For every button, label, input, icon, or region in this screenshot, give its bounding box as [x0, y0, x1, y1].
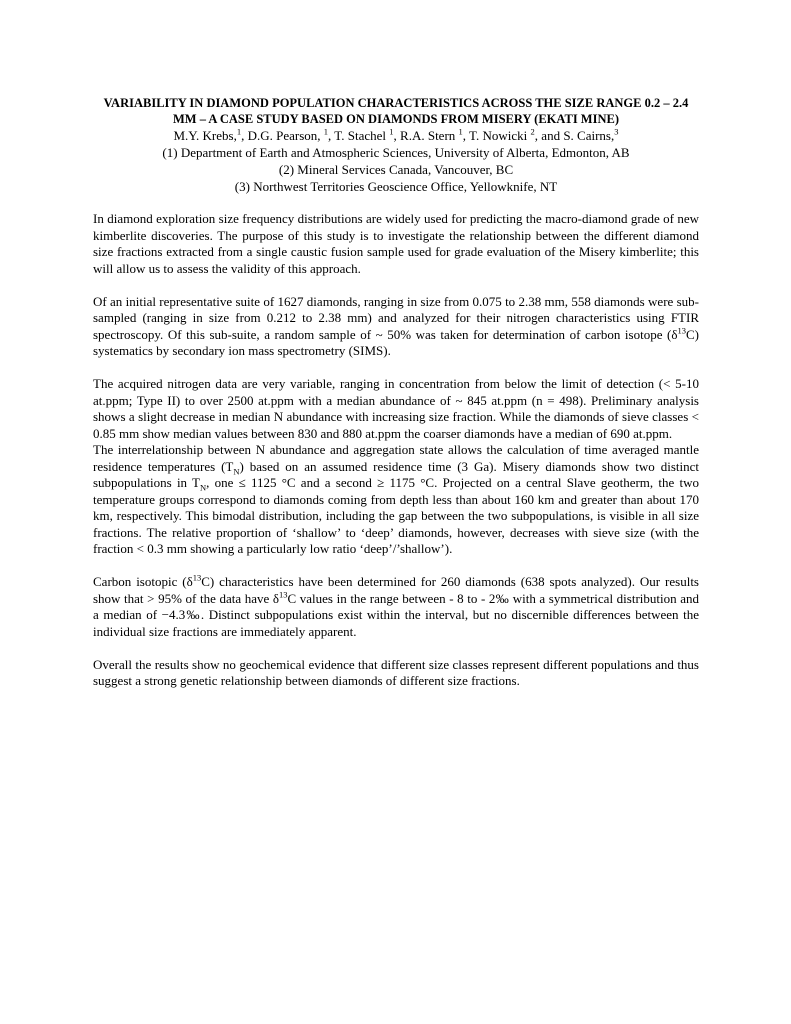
- paragraph-temperature: The interrelationship between N abundance and aggregation state allows the calculation of time averaged mantle residence temperatures $(T_N)$ based on an assumed residence time (3 Ga). Misery diamonds show two distinct subpopulations in $T_N$, one ≤ 1125 °C and a second ≥ 1175 °C. Projected on a central Slave geotherm, the two temperature groups correspond to diamonds coming from depth less than about 160 km and greater than about 170 km, respectively. This bimodal distribution, including the gap between the two subpopulations, is visible in all size fractions. The relative proportion of ‘shallow’ to ‘deep’ diamonds, however, decreases with sieve size (with the fraction < 0.3 mm showing a particularly low ratio ‘deep’/’shallow’).: [93, 442, 699, 556]
- author-list: [93, 127, 699, 144]
- paper-title: VARIABILITY IN DIAMOND POPULATION CHARACTERISTICS ACROSS THE SIZE RANGE 0.2 – 2.4 MM – A CASE STUDY BASED ON DIAMONDS FROM MISERY (EKATI MINE): [103, 96, 689, 126]
- affiliation-2: (2) Mineral Services Canada, Vancouver, BC: [278, 162, 514, 177]
- author: R.A. Stern $^1$,: [400, 126, 470, 143]
- author: and S. Cairns,$^3$: [541, 126, 619, 143]
- affiliation-1: (1) Department of Earth and Atmospheric Sciences, University of Alberta, Edmonton, AB: [162, 145, 630, 160]
- paragraph-carbon-isotope: Carbon isotopic $(\delta^{13}C)$ characteristics have been determined for 260 diamonds (638 spots analyzed). Our results show that > 95% of the data have $\delta^{13}C$ values in the range between - 8 to - 2‰ with a symmetrical distribution and a median of −4.3‰. Distinct subpopulations exist within the interval, but no discernible differences between the individual size fractions are immediately apparent.: [93, 572, 699, 639]
- author: D.G. Pearson, $^1$,: [247, 126, 335, 143]
- abstract-body: [93, 211, 699, 690]
- paper-page: [93, 95, 699, 706]
- author: T. Stachel $^1$,: [334, 126, 401, 143]
- paragraph-conclusion: Overall the results show no geochemical evidence that different size classes represent different populations and thus suggest a strong genetic relationship between diamonds of different size fractions.: [93, 656, 699, 688]
- paragraph-methods: Of an initial representative suite of 1627 diamonds, ranging in size from 0.075 to 2.38 mm, 558 diamonds were sub-sampled (ranging in size from 0.212 to 2.38 mm) and analyzed for their nitrogen characteristics using FTIR spectroscopy. Of this sub-suite, a random sample of ~ 50% was taken for determination of carbon isotope $(\delta^{13}C)$ systematics by secondary ion mass spectrometry (SIMS).: [93, 293, 699, 358]
- paragraph-nitrogen: The acquired nitrogen data are very variable, ranging in concentration from below the limit of detection (< 5-10 at.ppm; Type II) to over 2500 at.ppm with a median abundance of ~ 845 at.ppm (n = 498). Preliminary analysis shows a slight decrease in median N abundance with increasing size fraction. While the diamonds of sieve classes < 0.85 mm show median values between 830 and 880 at.ppm the coarser diamonds have a median of 690 at.ppm.: [93, 376, 699, 441]
- paragraph-intro: In diamond exploration size frequency distributions are widely used for predicting the macro-diamond grade of new kimberlite discoveries. The purpose of this study is to investigate the relationship between the different diamond size fractions extracted from a single caustic fusion sample used for grade evaluation of the Misery kimberlite; this will allow us to assess the validity of this approach.: [93, 211, 699, 276]
- author: T. Nowicki $^2$,: [469, 126, 542, 143]
- author: M.Y. Krebs,$^1$,: [173, 126, 248, 143]
- affiliation-3: (3) Northwest Territories Geoscience Office, Yellowknife, NT: [234, 179, 558, 194]
